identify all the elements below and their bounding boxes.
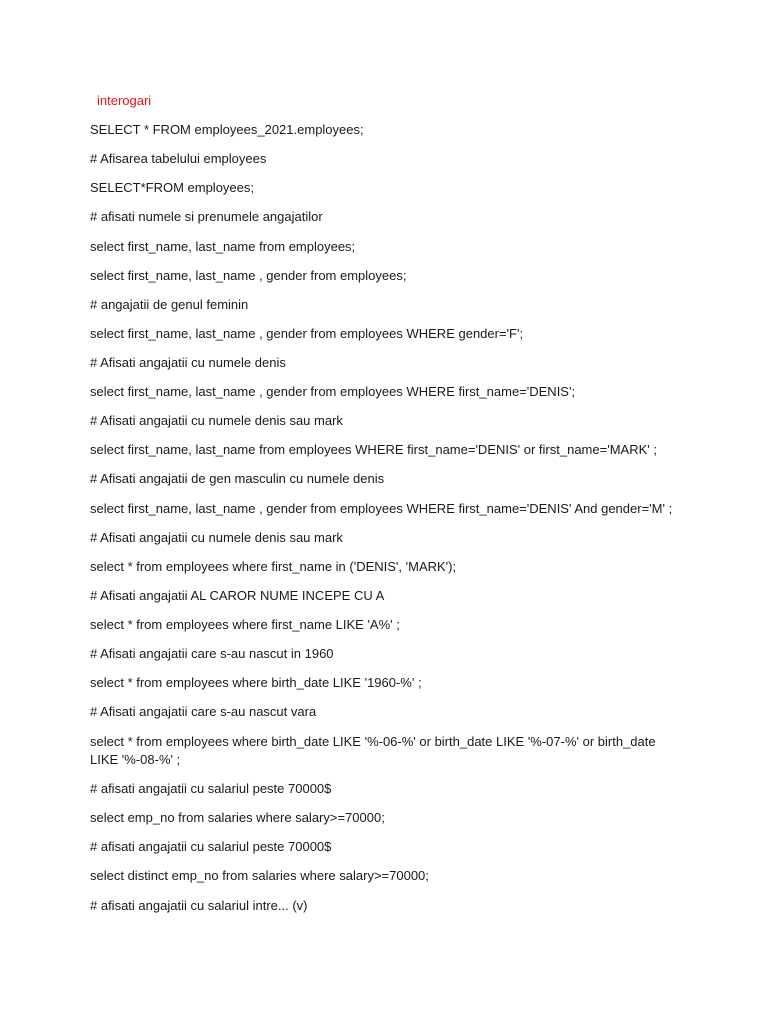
comment-line: # afisati angajatii cu salariul peste 70000$ xyxy=(90,781,332,796)
code-line: SELECT*FROM employees; xyxy=(90,180,254,195)
code-line: select first_name, last_name , gender from employees WHERE first_name='DENIS'; xyxy=(90,384,576,399)
comment-line: # Afisati angajatii cu numele denis sau mark xyxy=(90,413,343,428)
comment-line: # Afisarea tabelului employees xyxy=(90,151,267,166)
comment-line: # angajatii de genul feminin xyxy=(90,297,249,312)
code-line: select first_name, last_name , gender from employees WHERE first_name='DENIS' And gender='M' ; xyxy=(90,501,673,516)
comment-line: # afisati numele si prenumele angajatilor xyxy=(90,209,323,224)
comment-line: # Afisati angajatii de gen masculin cu numele denis xyxy=(90,471,385,486)
comment-line: # afisati angajatii cu salariul intre... (v) xyxy=(90,898,308,913)
code-line: select first_name, last_name from employees WHERE first_name='DENIS' or first_name='MARK' ; xyxy=(90,442,657,457)
document-title: interogari xyxy=(97,93,152,108)
code-line: select first_name, last_name , gender from employees; xyxy=(90,268,407,283)
code-line: select first_name, last_name from employees; xyxy=(90,239,356,254)
comment-line: # Afisati angajatii care s-au nascut in 1960 xyxy=(90,646,334,661)
comment-line: # Afisati angajatii cu numele denis xyxy=(90,355,286,370)
code-line: SELECT * FROM employees_2021.employees; xyxy=(90,122,364,137)
code-line: select emp_no from salaries where salary>=70000; xyxy=(90,810,385,825)
comment-line: # Afisati angajatii cu numele denis sau mark xyxy=(90,530,343,545)
code-line: select * from employees where first_name LIKE 'A%' ; xyxy=(90,617,400,632)
code-line: select * from employees where birth_date LIKE '1960-%' ; xyxy=(90,675,422,690)
code-line-wrapped: select * from employees where birth_date LIKE '%-06-%' or birth_date LIKE '%-07-%' or birth_date LIKE '%-08-%' ; xyxy=(90,734,656,767)
code-line: select first_name, last_name , gender from employees WHERE gender='F'; xyxy=(90,326,524,341)
code-line: select distinct emp_no from salaries where salary>=70000; xyxy=(90,868,429,883)
comment-line: # Afisati angajatii care s-au nascut vara xyxy=(90,704,317,719)
comment-line: # Afisati angajatii AL CAROR NUME INCEPE CU A xyxy=(90,588,385,603)
comment-line: # afisati angajatii cu salariul peste 70000$ xyxy=(90,839,332,854)
code-line: select * from employees where first_name in ('DENIS', 'MARK'); xyxy=(90,559,457,574)
